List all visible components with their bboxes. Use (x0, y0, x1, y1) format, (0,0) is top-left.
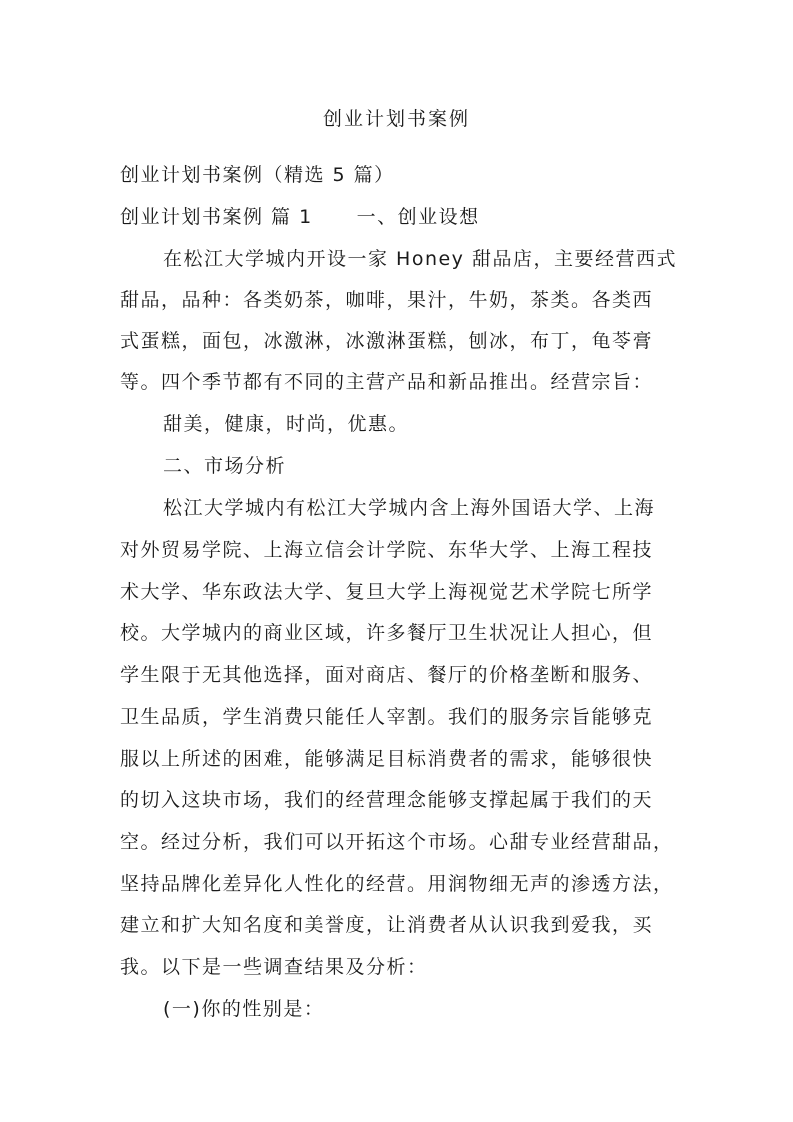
paragraph-line: 校。大学城内的商业区域，许多餐厅卫生状况让人担心，但 (120, 622, 654, 644)
paragraph-line: 术大学、华东政法大学、复旦大学上海视觉艺术学院七所学 (120, 581, 654, 603)
section-heading-row (120, 202, 680, 229)
paragraph-line: 甜品，品种：各类奶茶，咖啡，果汁，牛奶，茶类。各类西 (120, 289, 654, 311)
section-heading: 创业计划书案例 篇 1 (120, 206, 313, 228)
paragraph-line: 的切入这块市场，我们的经营理念能够支撑起属于我们的天 (120, 789, 654, 811)
paragraph-line: 空。经过分析，我们可以开拓这个市场。心甜专业经营甜品， (120, 831, 674, 853)
paragraph-line: 式蛋糕，面包，冰激淋，冰激淋蛋糕，刨冰，布丁，龟苓膏 (120, 330, 654, 352)
paragraph-line: 在松江大学城内开设一家 Honey 甜品店，主要经营西式 (163, 248, 677, 270)
paragraph-line: 坚持品牌化差异化人性化的经营。用润物细无声的渗透方法， (120, 873, 674, 895)
survey-question: (一)你的性别是： (163, 998, 325, 1020)
section-heading-2: 一、创业设想 (356, 206, 480, 228)
paragraph-line: 建立和扩大知名度和美誉度，让消费者从认识我到爱我，买 (120, 914, 654, 936)
paragraph-line: 松江大学城内有松江大学城内含上海外国语大学、上海 (163, 497, 656, 519)
paragraph-line: 对外贸易学院、上海立信会计学院、东华大学、上海工程技 (120, 539, 654, 561)
document-subtitle: 创业计划书案例（精选 5 篇） (120, 164, 395, 186)
paragraph-line: 卫生品质，学生消费只能任人宰割。我们的服务宗旨能够克 (120, 706, 654, 728)
paragraph-line: 我。以下是一些调查结果及分析： (120, 956, 428, 978)
paragraph-line: 服以上所述的困难，能够满足目标消费者的需求，能够很快 (120, 748, 654, 770)
document-title: 创业计划书案例 (322, 108, 470, 130)
section-heading-market: 二、市场分析 (163, 455, 287, 477)
paragraph-line: 等。四个季节都有不同的主营产品和新品推出。经营宗旨： (120, 371, 654, 393)
paragraph-line: 学生限于无其他选择，面对商店、餐厅的价格垄断和服务、 (120, 664, 654, 686)
paragraph-line: 甜美，健康，时尚，优惠。 (163, 413, 410, 435)
